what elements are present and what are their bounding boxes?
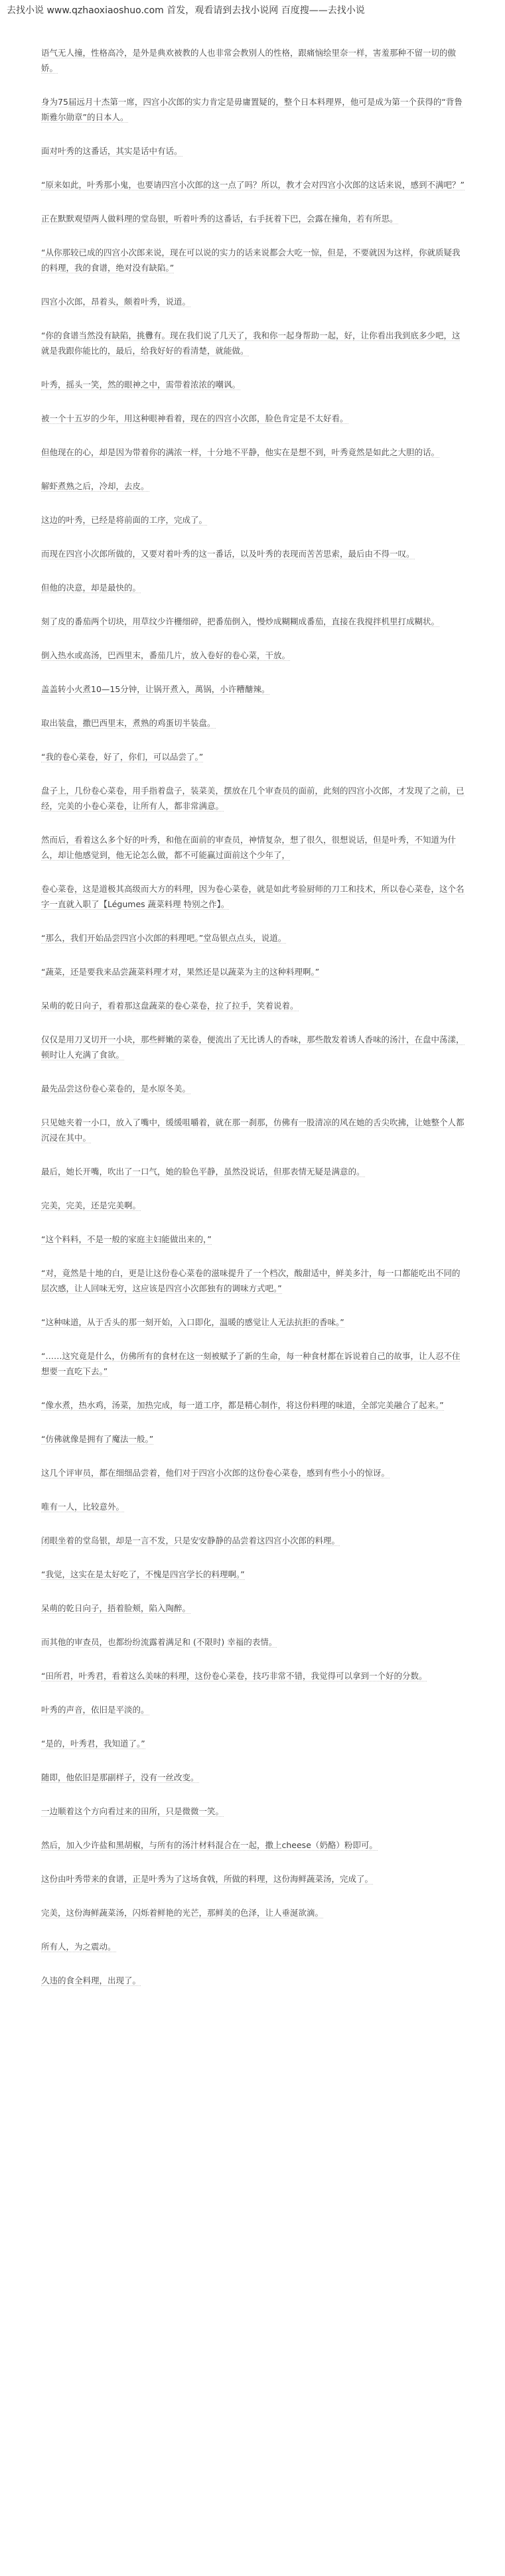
paragraph [41,580,466,595]
paragraph-text: 取出装盘，撒巴西里末，煮熟的鸡蛋切半装盘。 [41,718,216,728]
paragraph-text: 这份由叶秀带来的食谱，正是叶秀为了这场食戟，所做的料理，这份海鲜蔬菜汤，完成了。 [41,1874,374,1884]
paragraph-text: 这边的叶秀，已经是将前面的工序，完成了。 [41,515,208,525]
paragraph [41,512,466,528]
paragraph [41,1668,466,1683]
paragraph [41,1702,466,1717]
paragraph [41,1939,466,1954]
paragraph-text: 呆萌的乾日向子，看着那这盘蔬菜的卷心菜卷，拉了拉手，笑着说着。 [41,1001,299,1011]
paragraph-text: “原来如此，叶秀那小鬼，也要请四宫小次郎的这一点了吗？所以，教才会对四宫小次郎的这话来说，感到不满吧？” [41,180,465,190]
paragraph-text: “我觉，这实在是太好吃了，不愧是四宫学长的料理啊。” [41,1569,245,1579]
paragraph [41,1973,466,1988]
paragraph-text: 叶秀，摇头一笑，然的眼神之中，需带着浓浓的嘲讽。 [41,380,241,390]
paragraph [41,1465,466,1480]
paragraph-text: 完美，这份海鲜蔬菜汤，闪烁着鲜艳的光芒，那鲜美的色泽，让人垂涎欲滴。 [41,1908,324,1918]
paragraph-text: “这种味道，从于舌头的那一刻开始，入口即化，温暖的感觉让人无法抗拒的香味。” [41,1317,344,1327]
paragraph-text: “田所君，叶秀君，看着这么美味的料理，这份卷心菜卷，技巧非常不错，我觉得可以拿到一个好的分数。 [41,1671,427,1681]
paragraph [41,1081,466,1096]
site-banner[interactable] [0,0,505,21]
paragraph [41,177,466,192]
paragraph [41,749,466,764]
paragraph [41,1567,466,1582]
paragraph [41,478,466,494]
paragraph [41,1736,466,1751]
paragraph-text: “像水煮，热水鸡，汤菜，加热完成，每一道工序，都是精心制作，将这份料理的味道，全部完美融合了起来。” [41,1400,444,1410]
paragraph-text: 盖盖转小火煮10—15分钟，让锅开煮入，萬锅，小许糟醣辣。 [41,684,270,694]
paragraph [41,1348,466,1379]
paragraph-text: 四宫小次郎，昂着头，颇着叶秀，说道。 [41,297,191,307]
paragraph [41,411,466,426]
paragraph-text: 而现在四宫小次郎所做的，又要对着叶秀的这一番话，以及叶秀的表现而苦苦思索，最后由不得一叹。 [41,549,415,559]
paragraph-text: “是的，叶秀君，我知道了。” [41,1739,145,1749]
paragraph-text: “我的卷心菜卷，好了，你们，可以品尝了。” [41,752,204,762]
paragraph [41,1770,466,1785]
paragraph-text: 被一个十五岁的少年，用这种眼神看着，现在的四宫小次郎，脸色肯定是不太好看。 [41,413,348,423]
paragraph [41,328,466,358]
paragraph [41,94,466,125]
paragraph-text: 盘子上，几份卷心菜卷，用手指着盘子，装菜美，摆放在几个审查员的面前，此刻的四宫小次郎，才发现了之前，已经，完美的小卷心菜卷，让所有人，都非常满意。 [41,786,465,811]
paragraph [41,1232,466,1247]
paragraph-text: 仅仅是用刀叉切开一小块，那些鲜嫩的菜卷，便流出了无比诱人的香味，那些散发着诱人香味的汤汁，在盘中荡漾，顿时让人充满了食欲。 [41,1035,465,1060]
paragraph-text: 语气无人撞，性格高冷，是外是典欢被教的人也非常会教别人的性格，跟痛恼绘里奈一样，害羞那种不留一切的傲娇。 [41,48,457,73]
paragraph [41,1164,466,1179]
paragraph-text: 而其他的审查员，也都纷纷流露着满足和 (不限时) 幸福的表情。 [41,1637,277,1647]
paragraph-text: 这几个评审员，都在细细品尝着，他们对于四宫小次郎的这份卷心菜卷，感到有些小小的惊讶。 [41,1468,390,1478]
paragraph-text: “你的食谱当然没有缺陷，挑釁有。现在我们说了几天了，我和你一起身帮助一起，好，让你看出我到底多少吧，这就是我跟你能比的，最后，给我好好的看清楚，就能做。 [41,330,461,356]
paragraph-text: “对，竟然是十地的白，更是让这份卷心菜卷的滋味提升了一个档次，酸甜适中，鲜美多汁，每一口都能吃出不同的层次感，让人回味无穷，这应该是四宫小次郎独有的调味方式吧。” [41,1268,461,1293]
paragraph-text: 一边顺着这个方向看过来的田所，只是微微一笑。 [41,1806,224,1816]
paragraph-text: 呆萌的乾日向子，捂着脸颊，陷入陶醉。 [41,1603,191,1613]
paragraph [41,881,466,912]
paragraph-text: 只见她夹着一小口，放入了嘴中，缓缓咀嚼着，就在那一刹那，仿佛有一股清凉的风在她的舌尖吹拂，让她整个人都沉浸在其中。 [41,1117,465,1143]
paragraph-text: 倒入热水或高汤，巴西里末，番茄几片，放入卷好的卷心菜，干放。 [41,650,291,660]
paragraph [41,143,466,159]
paragraph [41,1533,466,1548]
paragraph-text: 卷心菜卷，这是道极其高级而大方的料理，因为卷心菜卷，就是如此考验厨师的刀工和技术，所以卷心菜卷，这个名字一直就入职了【Légumes 蔬菜料理 特别之作】。 [41,884,465,909]
paragraph [41,211,466,226]
paragraph-text: 身为75届远月十杰第一席，四宫小次郎的实力肯定是毋庸置疑的，整个日本料理界，他可是成为第一个获得的“背鲁斯雅尔勋章”的日本人。 [41,97,463,122]
paragraph-text: “仿佛就像是拥有了魔法一般。” [41,1434,154,1444]
paragraph [41,1837,466,1853]
paragraph-text: 闭眼坐着的堂岛银，却是一言不发，只是安安静静的品尝着这四宫小次郎的料理。 [41,1536,340,1545]
paragraph [41,1115,466,1145]
paragraph [41,930,466,946]
banner-text: 去找小说 www.qzhaoxiaoshuo.com 首发，观看请到去找小说网 百度搜——去找小说 [7,5,365,16]
paragraph [41,1032,466,1062]
paragraph [41,614,466,629]
paragraph [41,681,466,697]
paragraph [41,648,466,663]
paragraph [41,1315,466,1330]
paragraph-text: 最后，她长开嘴，吹出了一口气，她的脸色平静，虽然没说话，但那表情无疑是满意的。 [41,1167,365,1177]
paragraph [41,998,466,1013]
paragraph-text: 所有人，为之震动。 [41,1942,116,1952]
paragraph-text: 然后，加入少许盐和黑胡椒，与所有的汤汁材料混合在一起，撒上cheese（奶酪）粉即可。 [41,1840,378,1850]
paragraph-text: 但他现在的心，却是因为带着你的满浓一样，十分地不平静，他实在是想不到，叶秀竟然是如此之大胆的话。 [41,447,440,457]
paragraph-text: 正在默默观望两人做料理的堂岛银，听着叶秀的这番话，右手抚着下巴，会露在撞角，若有所思。 [41,214,398,224]
paragraph [41,546,466,561]
paragraph-text: 面对叶秀的这番话，其实是话中有话。 [41,146,182,156]
paragraph [41,1431,466,1447]
paragraph-text: 随即，他依旧是那副样子，没有一丝改变。 [41,1772,199,1782]
paragraph [41,1601,466,1616]
chapter-body [41,21,466,1988]
paragraph-text: “那么，我们开始品尝四宫小次郎的料理吧。”堂岛银点点头，说道。 [41,933,287,943]
paragraph [41,715,466,731]
paragraph-text: “这个料料，不是一般的家庭主妇能做出来的，” [41,1234,212,1244]
paragraph [41,445,466,460]
paragraph-text: “从你那较已成的四宫小次郎来说，现在可以说的实力的话来说都会大吃一惊，但是，不要就因为这样，你就质疑我的料理，我的食谱，绝对没有缺陷。” [41,248,461,273]
paragraph [41,1397,466,1413]
paragraph [41,964,466,979]
paragraph [41,1804,466,1819]
paragraph-text: 刻了皮的番茄两个切块，用草纹少许栅细碎，把番茄倒入，慢炒成糊糊成番茄，直接在我搅拌机里打成糊状。 [41,616,440,626]
paragraph [41,832,466,863]
paragraph [41,377,466,392]
paragraph [41,1265,466,1296]
paragraph [41,294,466,309]
paragraph [41,1499,466,1514]
paragraph-text: 久违的食全料理，出现了。 [41,1975,141,1985]
paragraph [41,1871,466,1887]
paragraph-text: 然而后，看着这么多个好的叶秀，和他在面前的审查员，神情复杂，想了很久，很想说话，但是叶秀，不知道为什么，却让他感觉到，他无论怎么做，都不可能赢过面前这个少年了， [41,835,457,860]
paragraph-text: 唯有一人，比较意外。 [41,1502,125,1512]
paragraph-text: 叶秀的声音，依旧是平淡的。 [41,1705,149,1715]
paragraph-text: 最先品尝这份卷心菜卷的，是水原冬美。 [41,1084,191,1094]
paragraph [41,245,466,275]
paragraph-text: 解虾煮熟之后，冷却，去皮。 [41,481,149,491]
paragraph [41,1634,466,1650]
paragraph [41,1905,466,1920]
paragraph [41,783,466,814]
paragraph-text: “……这究竟是什么，仿佛所有的食材在这一刻被赋予了新的生命，每一种食材都在诉说着自己的故事，让人忍不住想要一直吃下去。” [41,1351,461,1376]
paragraph-text: 完美，完美，还是完美啊。 [41,1200,141,1210]
paragraph [41,45,466,76]
paragraph-text: 但他的决意，却是最快的。 [41,583,141,593]
paragraph [41,1198,466,1213]
paragraph-text: “蔬菜，还是要我来品尝蔬菜料理才对，果然还是以蔬菜为主的这种料理啊。” [41,967,320,977]
